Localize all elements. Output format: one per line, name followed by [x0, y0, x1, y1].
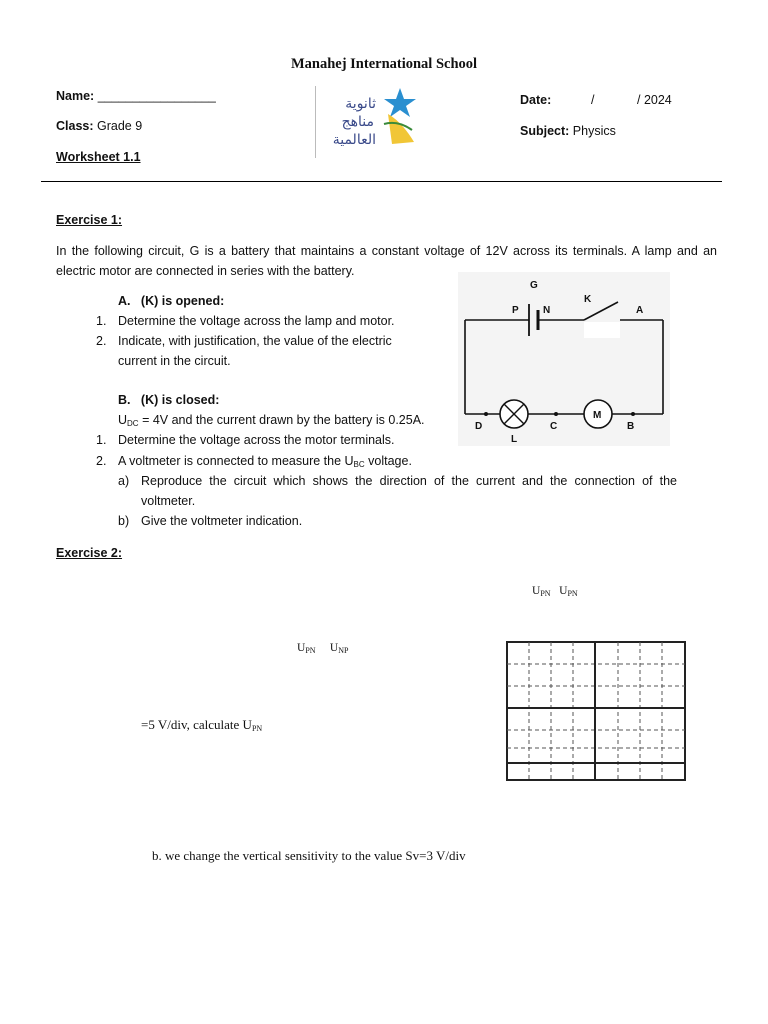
- exercise1-intro-line1: In the following circuit, G is a battery that maintains a constant voltage of 12V across its terminals. A lamp and an: [56, 244, 717, 258]
- subject-label: Subject:: [520, 124, 570, 138]
- exercise1-title: Exercise 1:: [56, 213, 123, 227]
- frag3-pre: =5 V/div, calculate U: [141, 717, 252, 732]
- logo-graphic: [318, 84, 422, 156]
- subject-value: Physics: [572, 124, 616, 138]
- given-rest: = 4V and the current drawn by the battery is 0.25A.: [138, 413, 425, 427]
- partA-q2-number: 2.: [96, 334, 107, 348]
- partA-label: A.: [118, 294, 131, 308]
- partB-b: Give the voltmeter indication.: [141, 514, 303, 528]
- q2-pre: A voltmeter is connected to measure the U: [118, 454, 354, 468]
- frag1-a: U: [532, 585, 541, 597]
- date-separator-1: /: [591, 93, 595, 107]
- frag2-b-sub: NP: [338, 646, 349, 655]
- label-c: C: [550, 421, 558, 432]
- partA-q1-number: 1.: [96, 314, 107, 328]
- label-k: K: [584, 294, 592, 305]
- frag2-a: U: [297, 642, 306, 654]
- label-b: B: [627, 421, 635, 432]
- frag2-b: U: [329, 642, 339, 654]
- frag1-b: U: [559, 585, 568, 597]
- oscilloscope-grid: [505, 640, 687, 782]
- class-label: Class:: [56, 119, 94, 133]
- partB-q1-number: 1.: [96, 433, 107, 447]
- label-d: D: [475, 421, 483, 432]
- partB-title: (K) is closed:: [140, 393, 220, 407]
- school-logo: [318, 84, 422, 156]
- partB-heading: [118, 393, 219, 407]
- class-field: [56, 119, 142, 133]
- frag1-a-sub: PN: [540, 589, 551, 598]
- frag3-sub: PN: [251, 724, 263, 733]
- q2-sub: BC: [353, 460, 365, 469]
- header-divider: [41, 181, 722, 182]
- date-label: Date:: [520, 93, 552, 107]
- ex2-fragment-2: [297, 642, 348, 655]
- lamp-icon: [500, 400, 528, 428]
- partB-a-number: a): [118, 474, 130, 488]
- label-m: M: [593, 410, 602, 421]
- partA-q2-line2: current in the circuit.: [118, 354, 231, 368]
- exercise1-intro-line2: electric motor are connected in series with the battery.: [56, 264, 355, 278]
- ex2-fragment-1: [532, 585, 578, 598]
- label-l: L: [511, 434, 518, 445]
- logo-star-icon: [384, 88, 416, 117]
- partA-q2-line1: Indicate, with justification, the value of the electric: [118, 334, 392, 348]
- label-g: G: [530, 280, 538, 291]
- name-blank: _________________: [97, 89, 216, 103]
- partA-q1: Determine the voltage across the lamp and motor.: [118, 314, 395, 328]
- partB-b-number: b): [118, 514, 130, 528]
- partB-q2: [118, 454, 412, 469]
- class-value: Grade 9: [97, 119, 143, 133]
- frag2-a-sub: PN: [305, 646, 316, 655]
- date-field: [520, 93, 672, 107]
- label-p: P: [512, 305, 519, 316]
- partB-q2-number: 2.: [96, 454, 107, 468]
- logo-text-line1: ثانوية: [345, 96, 376, 112]
- subject-field: [520, 124, 616, 138]
- partB-given: [118, 413, 425, 428]
- partB-a-line1: Reproduce the circuit which shows the direction of the current and the connection of the: [141, 474, 677, 488]
- partA-heading: [118, 294, 224, 308]
- given-u-sub: DC: [127, 419, 139, 428]
- ex2-fragment-4: b. we change the vertical sensitivity to the value Sv=3 V/div: [152, 848, 466, 863]
- partB-q1: Determine the voltage across the motor terminals.: [118, 433, 395, 447]
- q2-post: voltage.: [364, 454, 412, 468]
- ex2-fragment-3: [141, 717, 262, 733]
- label-a: A: [636, 305, 644, 316]
- oscilloscope-screen: [505, 640, 687, 782]
- partA-title: (K) is opened:: [140, 294, 225, 308]
- logo-divider: [315, 86, 316, 158]
- label-n: N: [543, 305, 551, 316]
- frag1-b-sub: PN: [567, 589, 578, 598]
- name-label: Name:: [56, 89, 95, 103]
- partB-a-line2: voltmeter.: [141, 494, 196, 508]
- circuit-svg: [458, 272, 670, 446]
- circuit-diagram: [458, 272, 670, 446]
- exercise2-title: Exercise 2:: [56, 546, 123, 560]
- logo-text-line3: العالمية: [332, 132, 376, 148]
- date-year: / 2024: [637, 93, 672, 107]
- worksheet-label: Worksheet 1.1: [56, 150, 141, 164]
- partB-label: B.: [118, 393, 131, 407]
- given-u: U: [118, 413, 128, 427]
- logo-text-line2: مناهج: [341, 114, 374, 130]
- school-title: Manahej International School: [290, 56, 478, 72]
- name-field: [56, 89, 216, 103]
